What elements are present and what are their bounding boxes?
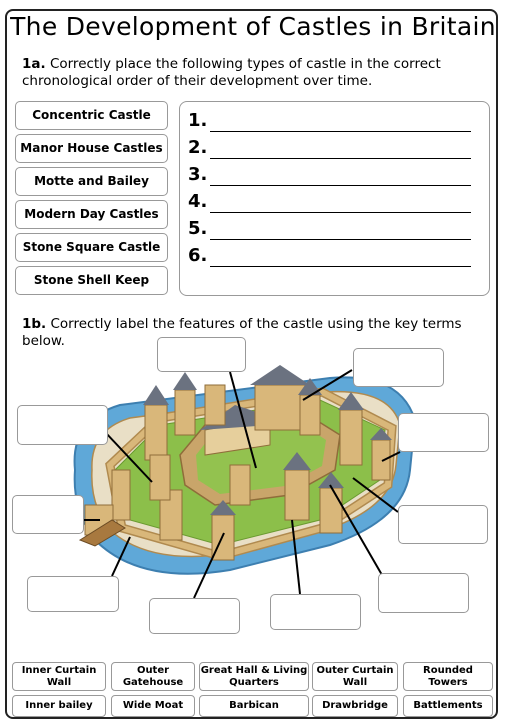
key-term-card[interactable]: Inner bailey: [12, 695, 106, 717]
answer-number: 5.: [188, 218, 208, 239]
answer-number: 6.: [188, 245, 208, 266]
question-1a-number: 1a.: [22, 56, 46, 72]
label-box[interactable]: [398, 413, 489, 452]
castle-type-card[interactable]: Modern Day Castles: [15, 200, 168, 229]
label-box[interactable]: [378, 573, 469, 613]
label-box[interactable]: [27, 576, 119, 612]
keep: [255, 385, 305, 430]
key-term-card[interactable]: Barbican: [199, 695, 309, 717]
key-term-card[interactable]: Great Hall & Living Quarters: [199, 662, 309, 691]
key-term-card[interactable]: Wide Moat: [111, 695, 195, 717]
keep-roof: [250, 365, 310, 385]
answer-number: 4.: [188, 191, 208, 212]
key-term-card[interactable]: Battlements: [403, 695, 493, 717]
castle-type-card[interactable]: Motte and Bailey: [15, 167, 168, 196]
label-box[interactable]: [12, 495, 84, 534]
label-box[interactable]: [149, 598, 240, 634]
question-1b-text: Correctly label the features of the castle using the key terms below.: [22, 316, 462, 349]
answer-number: 1.: [188, 110, 208, 131]
castle-type-card[interactable]: Stone Square Castle: [15, 233, 168, 262]
key-term-card[interactable]: Inner Curtain Wall: [12, 662, 106, 691]
page-title: The Development of Castles in Britain: [10, 12, 496, 41]
label-box[interactable]: [17, 405, 108, 445]
castle-type-card[interactable]: Manor House Castles: [15, 134, 168, 163]
key-term-card[interactable]: Rounded Towers: [403, 662, 493, 691]
key-term-card[interactable]: Drawbridge: [312, 695, 398, 717]
label-box[interactable]: [157, 337, 246, 372]
question-1b-number: 1b.: [22, 316, 47, 332]
label-box[interactable]: [353, 348, 444, 387]
answer-number: 3.: [188, 164, 208, 185]
question-1a-text: Correctly place the following types of castle in the correct chronological order of their development over time.: [22, 56, 441, 89]
label-box[interactable]: [270, 594, 361, 630]
answer-number: 2.: [188, 137, 208, 158]
key-term-card[interactable]: Outer Gatehouse: [111, 662, 195, 691]
label-box[interactable]: [398, 505, 488, 544]
castle-type-card[interactable]: Concentric Castle: [15, 101, 168, 130]
key-term-card[interactable]: Outer Curtain Wall: [312, 662, 398, 691]
castle-type-card[interactable]: Stone Shell Keep: [15, 266, 168, 295]
